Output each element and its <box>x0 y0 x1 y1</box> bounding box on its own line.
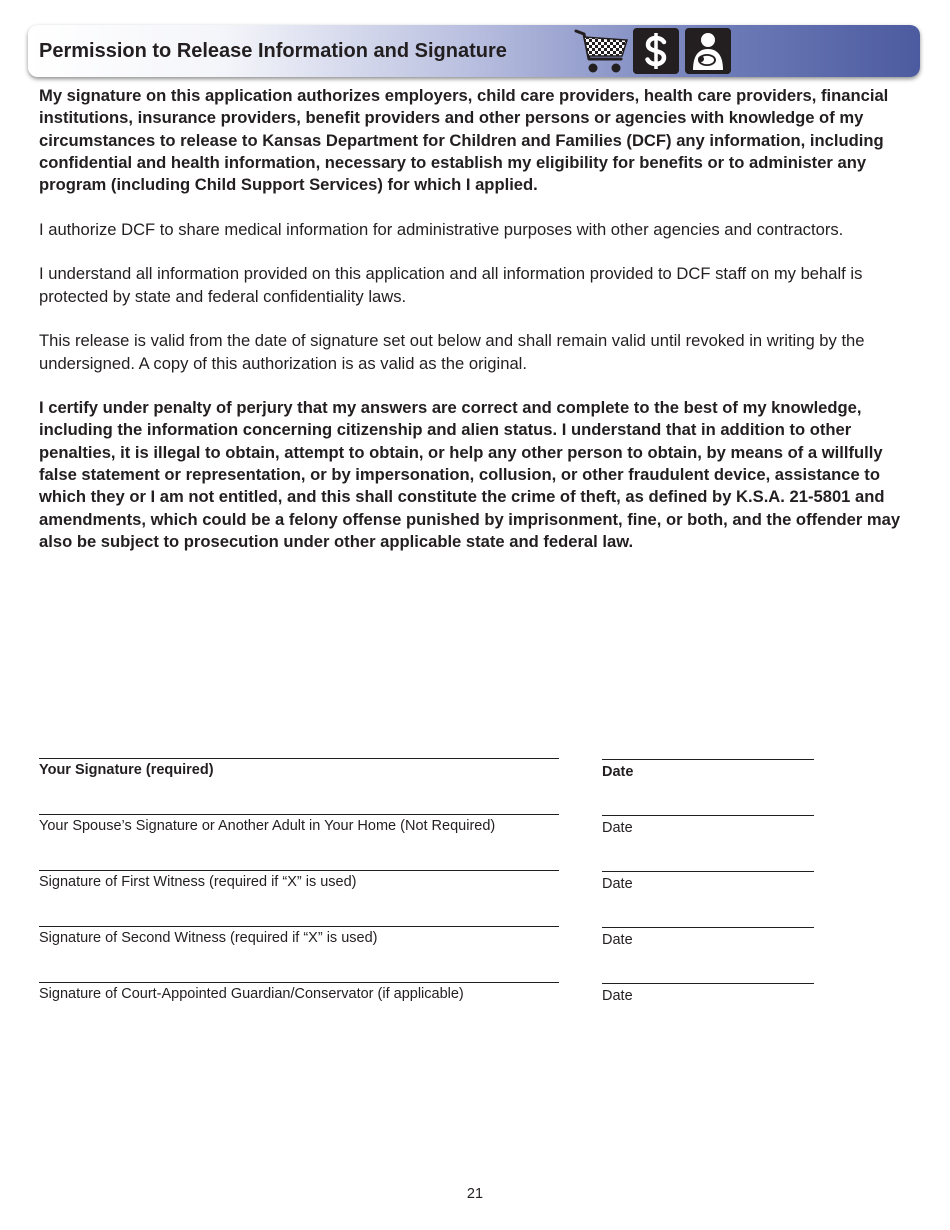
guardian-signature-line[interactable] <box>39 982 559 983</box>
second-witness-signature-line[interactable] <box>39 926 559 927</box>
applicant-signature-line[interactable] <box>39 758 559 759</box>
page-number: 21 <box>466 1186 484 1202</box>
second-witness-date-line[interactable] <box>602 927 814 928</box>
date-label: Date <box>602 764 634 780</box>
medical-sharing-paragraph: I authorize DCF to share medical information for administrative purposes with other agencies and contractors. <box>39 219 844 239</box>
date-label: Date <box>602 932 633 948</box>
date-label: Date <box>602 820 633 836</box>
signature-row-applicant <box>39 758 819 788</box>
spouse-date-line[interactable] <box>602 815 814 816</box>
spouse-signature-line[interactable] <box>39 814 559 815</box>
date-label: Date <box>602 988 633 1004</box>
date-label: Date <box>602 876 633 892</box>
section-header <box>28 25 920 77</box>
confidentiality-paragraph: I understand all information provided on this application and all information provided to DCF staff on my behalf is protected by state and federal confidentiality laws. <box>39 264 863 306</box>
signature-row-spouse <box>39 814 819 844</box>
signature-label: Your Signature (required) <box>39 762 214 778</box>
signature-row-guardian <box>39 982 819 1012</box>
dollar-icon <box>633 28 679 74</box>
perjury-certification-paragraph: I certify under penalty of perjury that my answers are correct and complete to the best of my knowledge, including the information concerning citizenship and alien status. I understand that in addition to other penalties, it is illegal to obtain, attempt to obtain, or help any other person to obtain, by means of a willfully false statement or representation, or by impersonation, collusion, or other fraudulent device, assistance to which they or I am not entitled, and this shall constitute the crime of theft, as defined by K.S.A. 21-5801 and amendments, which could be a felony offense punished by imprisonment, fine, or both, and the offender may also be subject to prosecution under other applicable state and federal law. <box>39 398 901 551</box>
shopping-cart-icon <box>574 27 630 75</box>
applicant-date-line[interactable] <box>602 759 814 760</box>
guardian-date-line[interactable] <box>602 983 814 984</box>
signature-label: Signature of Second Witness (required if “X” is used) <box>39 930 378 946</box>
release-text <box>39 85 919 576</box>
signature-label: Your Spouse’s Signature or Another Adult in Your Home (Not Required) <box>39 818 496 834</box>
first-witness-date-line[interactable] <box>602 871 814 872</box>
validity-paragraph: This release is valid from the date of signature set out below and shall remain valid until revoked in writing by the undersigned. A copy of this authorization is as valid as the original. <box>39 331 865 373</box>
first-witness-signature-line[interactable] <box>39 870 559 871</box>
person-with-baby-icon <box>685 28 731 74</box>
page-title: Permission to Release Information and Signature <box>39 40 507 62</box>
signature-row-second-witness <box>39 926 819 956</box>
authorization-paragraph: My signature on this application authorizes employers, child care providers, health care providers, financial institutions, insurance providers, benefit providers and other persons or agencies with knowledge of my circumstances to release to Kansas Department for Children and Families (DCF) any information, including confidential and health information, necessary to establish my eligibility for benefits or to administer any program (including Child Support Services) for which I applied. <box>39 86 889 195</box>
signature-row-first-witness <box>39 870 819 900</box>
signature-label: Signature of First Witness (required if “X” is used) <box>39 874 357 890</box>
signature-label: Signature of Court-Appointed Guardian/Conservator (if applicable) <box>39 986 464 1002</box>
